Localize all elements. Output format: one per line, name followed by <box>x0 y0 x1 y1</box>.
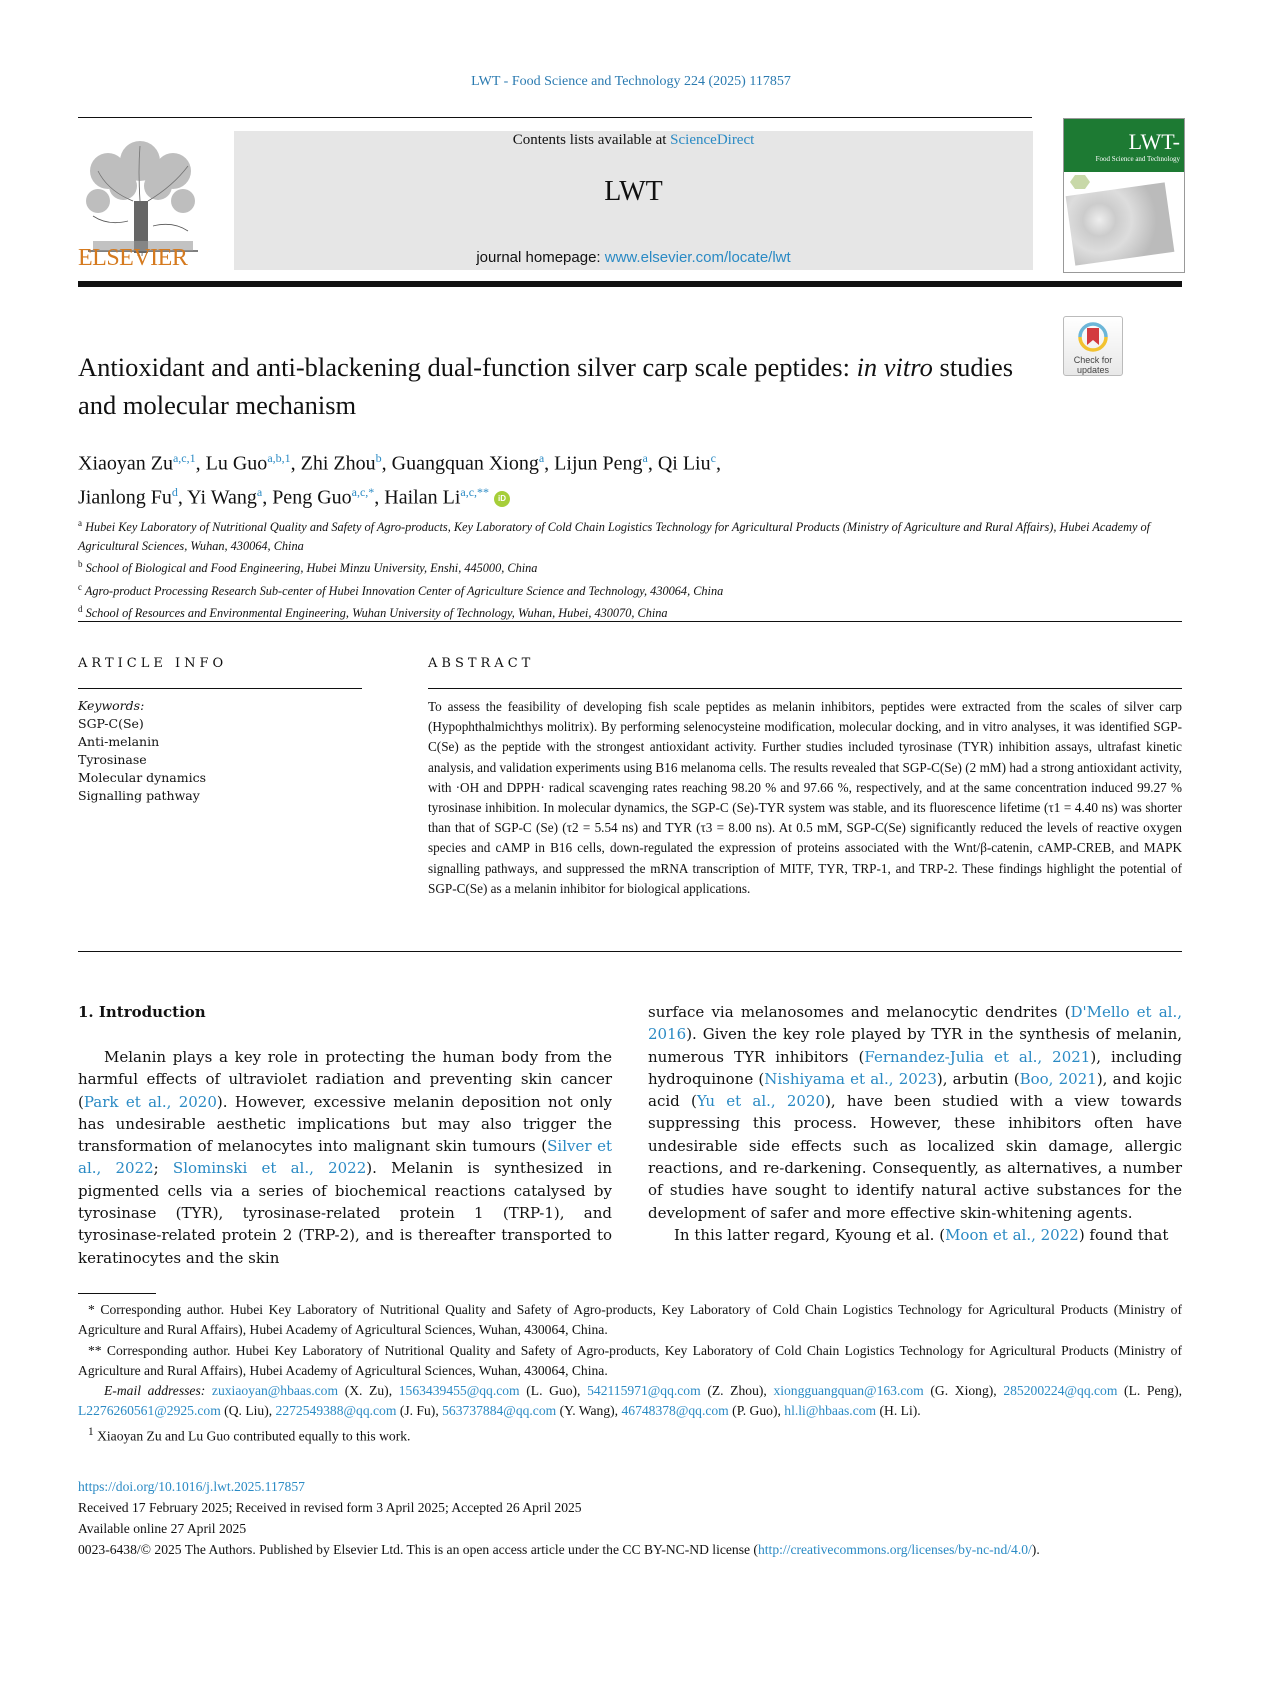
affiliation <box>78 578 1188 601</box>
check-for-updates-button[interactable] <box>1063 316 1123 376</box>
author[interactable]: Lijun Peng <box>554 452 643 475</box>
author[interactable]: Lu Guo <box>205 452 268 475</box>
body-text: ). However, excessive melanin deposition not only has undesirable aesthetic implications but may also trigger the transformation of melanocytes into malignant skin tumours ( <box>78 1092 613 1156</box>
author-affil-sup[interactable]: b <box>375 451 382 465</box>
affiliation-key: d <box>78 604 83 615</box>
author-affil-sup[interactable]: a <box>538 451 545 465</box>
email-owner: (H. Li). <box>876 1403 921 1419</box>
equal-contribution-text: Xiaoyan Zu and Lu Guo contributed equally to this work. <box>97 1428 411 1444</box>
email-owner: (Q. Liu), <box>220 1403 273 1419</box>
email-link[interactable]: 542115971@qq.com <box>587 1383 701 1399</box>
homepage-prefix: journal homepage: <box>476 249 605 266</box>
intro-paragraph <box>648 1224 1182 1246</box>
footnotes <box>78 1300 1182 1447</box>
citation-link[interactable]: Silver et al., 2022 <box>78 1137 612 1178</box>
email-link[interactable]: zuxiaoyan@hbaas.com <box>211 1383 339 1399</box>
author-affil-sup[interactable]: a <box>642 451 648 465</box>
journal-title: LWT <box>604 176 663 207</box>
author-affil-sup[interactable]: a <box>256 484 263 499</box>
corresponding-author-note: ** Corresponding author. Hubei Key Laboratory of Nutritional Quality and Safety of Agro-products, Key Laboratory of Cold Chain Logistics Technology for Agricultural Products (Ministry of Agriculture and Rural Affairs), Hubei Academy of Agricultural Sciences, Wuhan, 430064, China. <box>78 1342 1182 1378</box>
doi-link[interactable]: https://doi.org/10.1016/j.lwt.2025.117857 <box>78 1479 305 1494</box>
body-text: ), including hydroquinone ( <box>648 1047 1182 1088</box>
citation-link[interactable]: Fernandez-Julia et al., 2021 <box>864 1047 1091 1066</box>
cover-title: LWT- <box>1128 129 1180 154</box>
contents-line <box>234 132 1033 149</box>
affiliation <box>78 514 1188 555</box>
email-link[interactable]: L2276260561@2925.com <box>78 1403 221 1419</box>
email-owner: (G. Xiong), <box>923 1383 997 1399</box>
author[interactable]: Yi Wang <box>187 486 257 509</box>
affiliation-key: b <box>78 559 83 570</box>
affiliation-text: School of Biological and Food Engineering, Hubei Minzu University, Enshi, 445000, China <box>85 561 538 576</box>
orcid-icon[interactable]: iD <box>494 491 510 507</box>
keyword: Signalling pathway <box>78 788 200 803</box>
email-link[interactable]: hl.li@hbaas.com <box>784 1403 877 1419</box>
affiliation-text: Hubei Key Laboratory of Nutritional Quality and Safety of Agro-products, Key Laboratory of Cold Chain Logistics Technology for Agricultural Products (Ministry of Agriculture and Rural Affairs), Hubei Academy of Agricultural Sciences, Wuhan, 430064, China <box>78 520 1151 553</box>
intro-paragraph <box>648 1001 1182 1224</box>
sciencedirect-link[interactable]: ScienceDirect <box>670 132 755 148</box>
body-text: surface via melanosomes and melanocytic dendrites ( <box>648 1003 1071 1021</box>
author[interactable]: Jianlong Fu <box>78 486 172 509</box>
body-text: Melanin plays a key role in protecting the human body from the harmful effects of ultraviolet radiation and preventing skin cancer ( <box>78 1048 612 1111</box>
contents-prefix: Contents lists available at <box>512 132 671 148</box>
footnote-mark: 1 <box>88 1425 94 1438</box>
cover-hexagon-decoration <box>1070 175 1090 189</box>
available-online: Available online 27 April 2025 <box>78 1521 247 1536</box>
author-affil-sup[interactable]: a,c,* <box>351 484 375 499</box>
author-affil-sup[interactable]: a,b,1 <box>267 451 291 465</box>
citation-link[interactable]: Boo, 2021 <box>1019 1069 1097 1088</box>
citation-link[interactable]: Park et al., 2020 <box>83 1092 217 1111</box>
journal-homepage-link[interactable]: www.elsevier.com/locate/lwt <box>604 249 791 266</box>
citation-link[interactable]: Slominski et al., 2022 <box>172 1159 367 1178</box>
author[interactable]: Hailan Li <box>384 486 461 509</box>
header-top-rule <box>78 117 1032 118</box>
body-text: ), arbutin ( <box>936 1069 1020 1088</box>
body-text: ). Given the key role played by TYR in the synthesis of melanin, numerous TYR inhibitors ( <box>648 1025 1182 1066</box>
keywords-block <box>78 697 378 805</box>
license-line <box>78 1539 1182 1560</box>
email-link[interactable]: 1563439455@qq.com <box>398 1383 520 1399</box>
footnote-rule <box>78 1293 156 1294</box>
author-affil-sup[interactable]: d <box>171 484 178 499</box>
email-label: E-mail addresses: <box>104 1383 206 1399</box>
title-part-1: Antioxidant and anti-blackening dual-function silver carp scale peptides: <box>78 352 857 382</box>
cover-image <box>1066 182 1175 265</box>
email-addresses <box>78 1381 1182 1422</box>
body-text: ) found that <box>1078 1225 1169 1244</box>
author-list: Xiaoyan Zu$^{a,c,1}$, Lu Guo$^{a,b,1}$, Zhi Zhou$^b$, Guangquan Xiong$^a$, Lijun Peng$^a$, Qi Liu$^c$, Jianlong Fu$^d$, Yi Wang$^a$, Peng Guo$^{a,c,*}$, Hailan $Li^{a,c,**}$ iD <box>78 451 721 509</box>
body-text: ). Melanin is synthesized in pigmented cells via a series of biochemical reactions catalysed by tyrosinase (TYR), tyrosinase-related protein 1 (TRP-1), and tyrosinase-related protein 2 (TRP-2), and is thereafter transported to keratinocytes and the skin <box>78 1159 613 1267</box>
section-heading-introduction: 1. Introduction <box>78 1003 206 1021</box>
author[interactable]: Qi Liu <box>657 452 711 475</box>
email-link[interactable]: 285200224@qq.com <box>1003 1383 1118 1399</box>
author[interactable]: Xiaoyan Zu <box>78 452 173 475</box>
keyword: Anti-melanin <box>78 734 160 749</box>
email-owner: (P. Guo), <box>728 1403 781 1419</box>
elsevier-wordmark: ELSEVIER <box>78 245 188 271</box>
email-link[interactable]: 46748378@qq.com <box>621 1403 729 1419</box>
citation-link[interactable]: Moon et al., 2022 <box>945 1225 1079 1244</box>
article-title <box>78 348 1038 424</box>
received-dates: Received 17 February 2025; Received in revised form 3 April 2025; Accepted 26 April 2025 <box>78 1500 582 1515</box>
author-affil-sup[interactable]: c <box>710 451 716 465</box>
journal-homepage-line <box>234 249 1033 266</box>
keyword: Tyrosinase <box>78 752 147 767</box>
abstract-heading: ABSTRACT <box>428 656 535 671</box>
email-owner: (Y. Wang), <box>556 1403 619 1419</box>
affiliations-bottom-rule <box>78 621 1182 622</box>
author-affil-sup[interactable]: a,c,1 <box>172 451 196 465</box>
bookmark-icon <box>1077 321 1109 353</box>
article-info-rule <box>78 688 362 689</box>
citation-link[interactable]: Nishiyama et al., 2023 <box>764 1069 937 1088</box>
keyword: Molecular dynamics <box>78 770 207 785</box>
citation-link[interactable]: Yu et al., 2020 <box>696 1092 826 1111</box>
email-owner: (Z. Zhou), <box>700 1383 767 1399</box>
body-text: ; <box>153 1159 173 1178</box>
abstract-bottom-rule <box>78 951 1182 952</box>
affiliation <box>78 600 1188 623</box>
author[interactable]: Guangquan Xiong <box>391 452 539 475</box>
abstract-rule <box>428 688 1182 689</box>
intro-right-column <box>648 1001 1182 1246</box>
affiliation-key: a <box>78 518 82 528</box>
author-affil-sup[interactable]: a,c,** <box>460 484 490 499</box>
license-suffix: ). <box>1031 1542 1040 1557</box>
affiliation-text: School of Resources and Environmental Engineering, Wuhan University of Technology, Wuhan, Hubei, 430070, China <box>85 606 668 621</box>
email-link[interactable]: xiongguangquan@163.com <box>773 1383 924 1399</box>
intro-left-column <box>78 1046 612 1269</box>
title-part-2: studies and molecular mechanism <box>78 352 1014 420</box>
check-for-updates-label: Check for updates <box>1073 355 1113 375</box>
affiliation-key: c <box>78 581 82 592</box>
keyword: SGP-C(Se) <box>78 716 144 731</box>
license-prefix: 0023-6438/© 2025 The Authors. Published by Elsevier Ltd. This is an open access article under the CC BY-NC-ND license ( <box>78 1542 758 1557</box>
affiliation-text: Agro-product Processing Research Sub-center of Hubei Innovation Center of Agriculture Science and Technology, 430064, China <box>84 583 724 598</box>
cover-subtitle: Food Science and Technology <box>1095 155 1180 163</box>
email-owner: (L. Peng), <box>1117 1383 1183 1399</box>
citation-link[interactable]: D'Mello et al., 2016 <box>648 1003 1182 1044</box>
email-owner: (X. Zu), <box>338 1383 393 1399</box>
email-link[interactable]: 563737884@qq.com <box>442 1403 557 1419</box>
abstract-text: To assess the feasibility of developing fish scale peptides as melanin inhibitors, peptides were extracted from the scales of silver carp (Hypophthalmichthys molitrix). By performing selenocysteine modification, molecular docking, and in vitro analyses, it was identified SGP-C(Se) as the peptide with the strongest antioxidant activity. Further studies included tyrosinase (TYR) inhibition assays, ultrafast kinetic analysis, and validation experiments using B16 melanoma cells. The results revealed that SGP-C(Se) (2 mM) had a strong antioxidant activity, with ·OH and DPPH· radical scavenging rates reaching 98.20 % and 97.66 %, respectively, and at the same concentration induced 99.27 % tyrosinase inhibition. In molecular dynamics, the SGP-C (Se)-TYR system was stable, and its fluorescence lifetime (τ1 = 4.40 ns) was shorter than that of SGP-C (Se) (τ2 = 5.54 ns) and TYR (τ3 = 8.00 ns). At 0.5 mM, SGP-C(Se) significantly reduced the levels of reactive oxygen species and cAMP in B16 cells, down-regulated the expression of proteins associated with the Wnt/β-catenin, cAMP-CREB, and MAPK signalling pathways, and suppressed the mRNA transcription of MITF, TYR, TRP-1, and TRP-2. These findings highlight the potential of SGP-C(Se) as a melanin inhibitor for biological applications. <box>428 699 1182 896</box>
affiliations <box>78 514 1188 623</box>
journal-reference[interactable]: LWT - Food Science and Technology 224 (2025) 117857 <box>471 74 791 89</box>
affiliation <box>78 555 1188 578</box>
corresponding-author-note: * Corresponding author. Hubei Key Laboratory of Nutritional Quality and Safety of Agro-products, Key Laboratory of Cold Chain Logistics Technology for Agricultural Products (Ministry of Agriculture and Rural Affairs), Hubei Academy of Agricultural Sciences, Wuhan, 430064, China. <box>78 1302 1182 1338</box>
body-text: ), have been studied with a view towards suppressing this process. However, these inhibitors often have undesirable side effects such as localized skin damage, allergic reactions, and re-darkening. Consequently, as alternatives, a number of studies have sought to identify natural active substances for the development of safer and more effective skin-whitening agents. <box>648 1092 1182 1222</box>
keywords-label: Keywords: <box>78 698 145 713</box>
email-owner: (J. Fu), <box>396 1403 439 1419</box>
publication-info <box>78 1476 1182 1560</box>
email-owner: (L. Guo), <box>519 1383 581 1399</box>
license-link[interactable]: http://creativecommons.org/licenses/by-nc-nd/4.0/ <box>757 1542 1032 1557</box>
body-text: In this latter regard, Kyoung et al. ( <box>674 1225 946 1244</box>
equal-contribution-note <box>78 1422 1182 1447</box>
author[interactable]: Peng Guo <box>272 486 352 509</box>
body-text: ), and kojic acid ( <box>648 1069 1182 1111</box>
author[interactable]: Zhi Zhou <box>300 452 376 475</box>
email-link[interactable]: 2272549388@qq.com <box>275 1403 397 1419</box>
title-italic: in vitro <box>856 352 933 382</box>
article-info-heading: ARTICLE INFO <box>78 656 228 671</box>
header-thick-rule <box>78 281 1182 287</box>
journal-cover-thumbnail[interactable] <box>1063 118 1185 273</box>
